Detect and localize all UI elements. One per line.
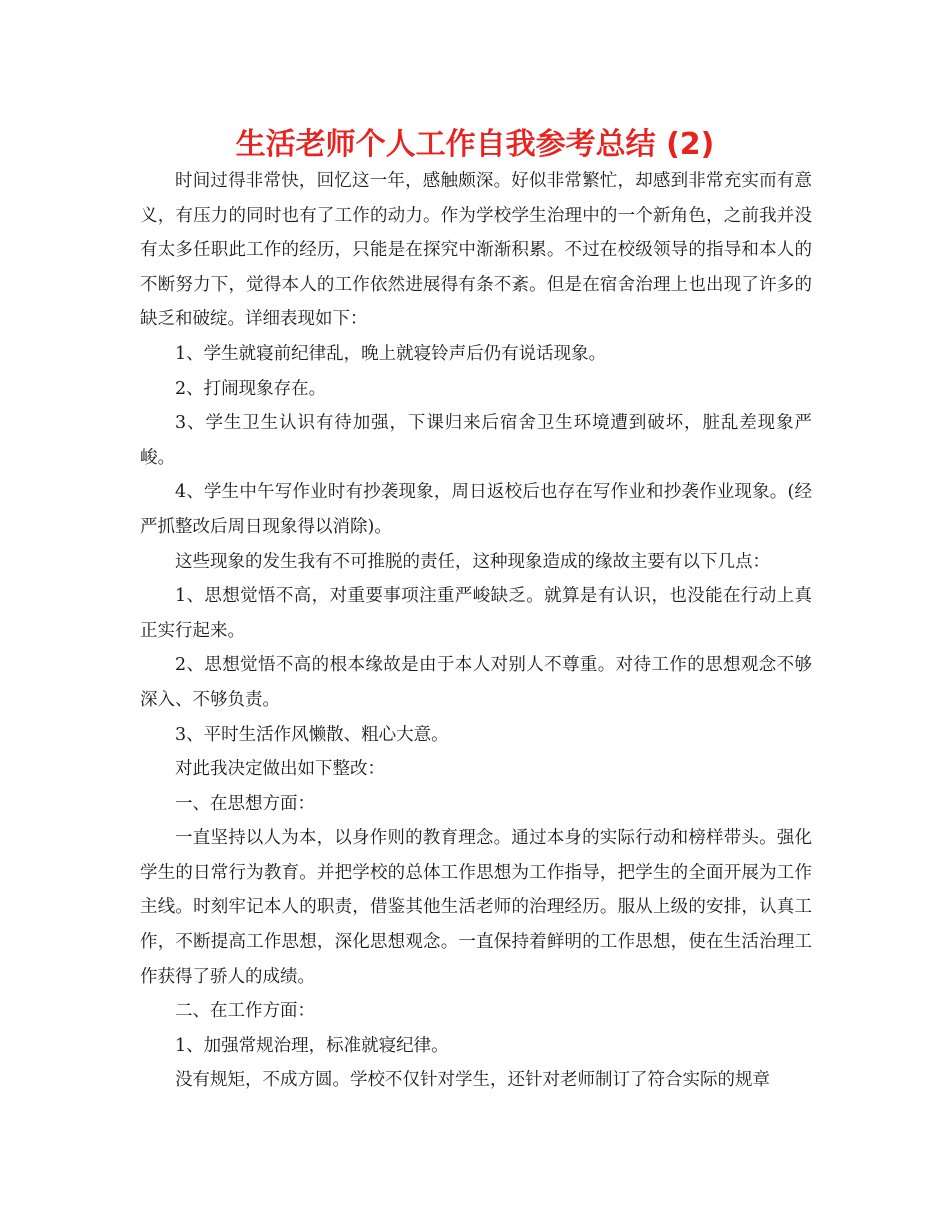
paragraph-intro: 时间过得非常快，回忆这一年，感触颇深。好似非常繁忙，却感到非常充实而有意义，有压力的同时也有了工作的动力。作为学校学生治理中的一个新角色，之前我并没有太多任职此工作的经历，只能是在探究中渐渐积累。不过在校级领导的指导和本人的不断努力下，觉得本人的工作依然进展得有条不紊。但是在宿舍治理上也出现了许多的缺乏和破绽。详细表现如下： (140, 171, 812, 330)
section-heading-work: 二、在工作方面： (175, 1001, 315, 1022)
document-body (140, 164, 812, 1098)
paragraph-cause-3: 3、平时生活作风懒散、粗心大意。 (175, 724, 449, 745)
paragraph-causes-intro: 这些现象的发生我有不可推脱的责任，这种现象造成的缘故主要有以下几点： (175, 551, 770, 572)
paragraph-issue-3: 3、学生卫生认识有待加强，下课归来后宿舍卫生环境遭到破坏，脏乱差现象严峻。 (140, 413, 812, 468)
paragraph-rectify-intro: 对此我决定做出如下整改： (175, 759, 385, 780)
paragraph-issue-2: 2、打闹现象存在。 (175, 378, 327, 399)
paragraph-issue-4: 4、学生中午写作业时有抄袭现象，周日返校后也存在写作业和抄袭作业现象。(经严抓整改后周日现象得以消除)。 (140, 482, 812, 537)
paragraph-work-item-1: 1、加强常规治理，标准就寝纪律。 (175, 1035, 449, 1056)
paragraph-thought: 一直坚持以人为本，以身作则的教育理念。通过本身的实际行动和榜样带头。强化学生的日常行为教育。并把学校的总体工作思想为工作指导，把学生的全面开展为工作主线。时刻牢记本人的职责，借鉴其他生活老师的治理经历。服从上级的安排，认真工作，不断提高工作思想，深化思想观念。一直保持着鲜明的工作思想，使在生活治理工作获得了骄人的成绩。 (140, 828, 812, 987)
paragraph-cause-1: 1、思想觉悟不高，对重要事项注重严峻缺乏。就算是有认识，也没能在行动上真正实行起来。 (140, 586, 812, 641)
document-title: 生活老师个人工作自我参考总结 (2) (235, 127, 715, 162)
paragraph-cause-2: 2、思想觉悟不高的根本缘故是由于本人对别人不尊重。对待工作的思想观念不够深入、不够负责。 (140, 655, 812, 710)
paragraph-issue-1: 1、学生就寝前纪律乱，晚上就寝铃声后仍有说话现象。 (175, 343, 607, 364)
paragraph-rules: 没有规矩，不成方圆。学校不仅针对学生，还针对老师制订了符合实际的规章 (175, 1070, 770, 1091)
section-heading-thought: 一、在思想方面： (175, 793, 315, 814)
